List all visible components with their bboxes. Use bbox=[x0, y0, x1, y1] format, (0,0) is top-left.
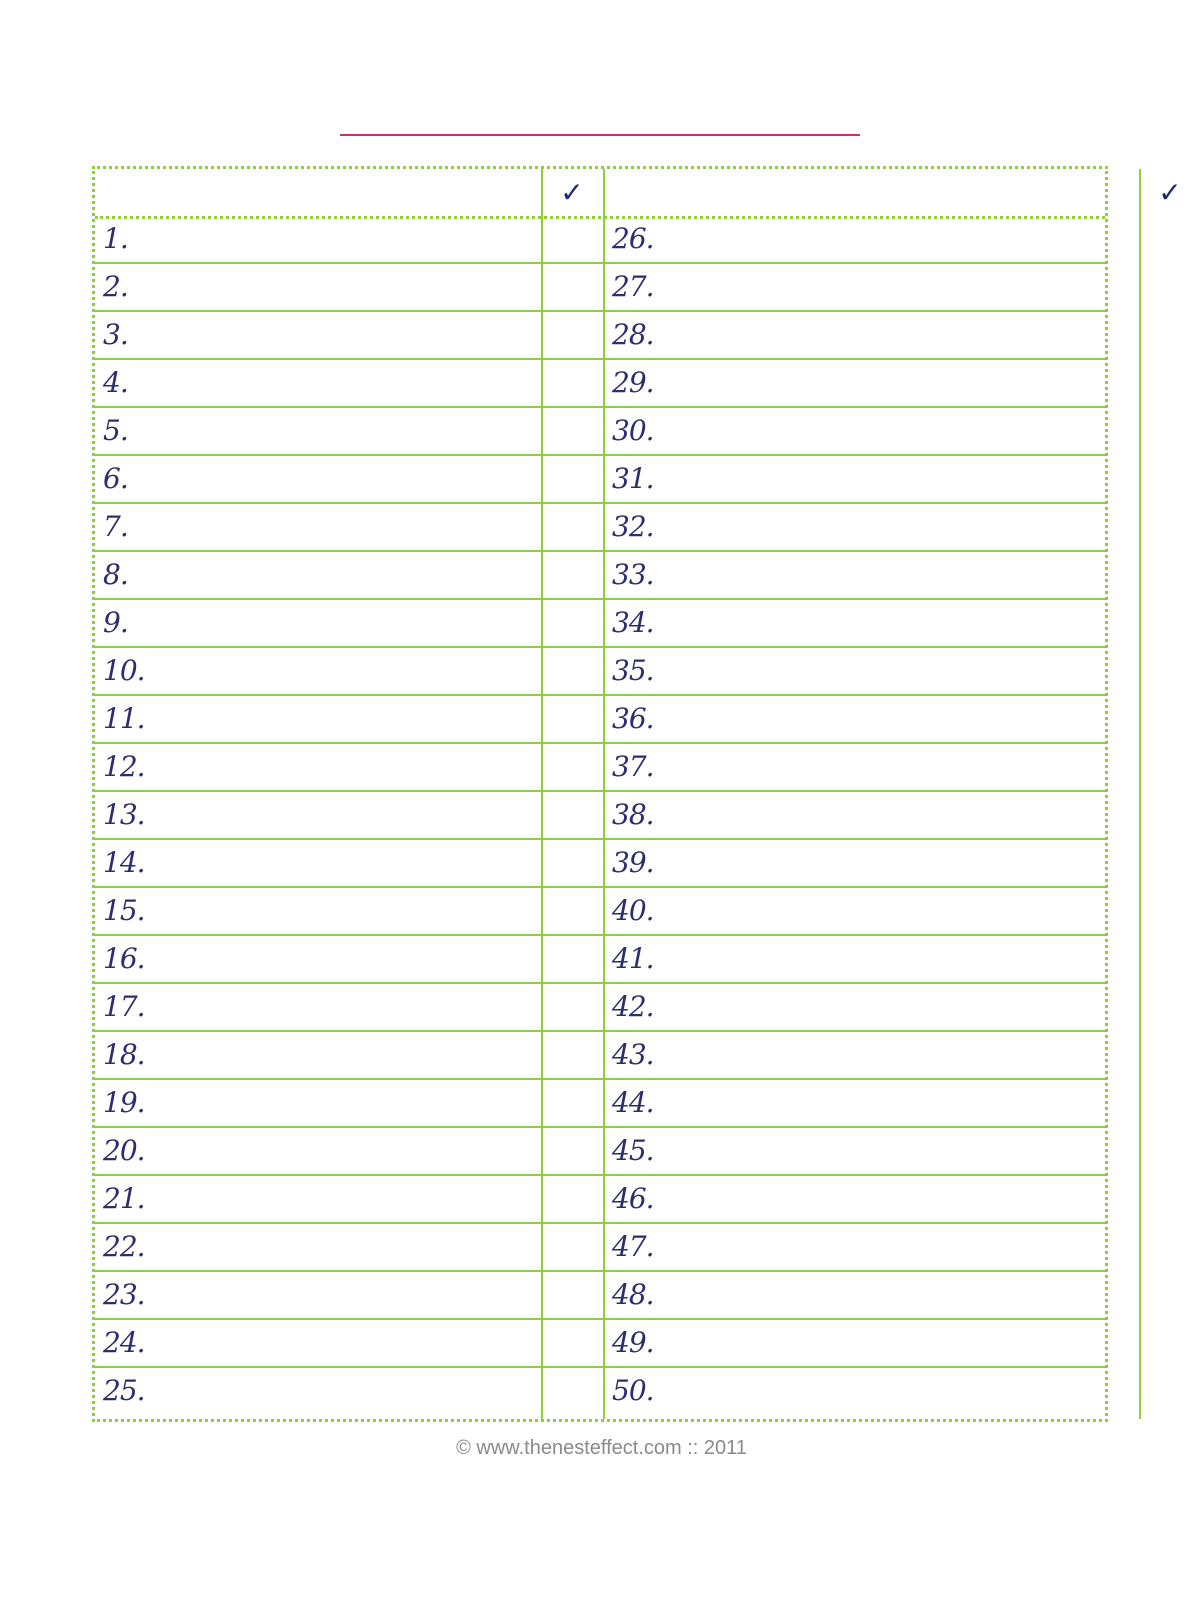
table-row bbox=[95, 600, 1105, 648]
item-number-left: 12. bbox=[103, 750, 145, 783]
table-row bbox=[95, 216, 1105, 264]
item-number-right: 31. bbox=[612, 462, 654, 495]
item-number-right: 50. bbox=[612, 1374, 654, 1407]
item-number-left: 25. bbox=[103, 1374, 145, 1407]
table-row bbox=[95, 744, 1105, 792]
table-row bbox=[95, 1272, 1105, 1320]
table-row bbox=[95, 408, 1105, 456]
item-number-left: 4. bbox=[103, 366, 128, 399]
item-number-left: 17. bbox=[103, 990, 145, 1023]
item-number-right: 44. bbox=[612, 1086, 654, 1119]
table-row bbox=[95, 888, 1105, 936]
table-row bbox=[95, 984, 1105, 1032]
item-number-left: 2. bbox=[103, 270, 128, 303]
item-number-left: 1. bbox=[103, 222, 128, 255]
check-column-header-left: ✓ bbox=[560, 176, 584, 209]
table-row bbox=[95, 1032, 1105, 1080]
table-row bbox=[95, 1080, 1105, 1128]
item-number-right: 30. bbox=[612, 414, 654, 447]
item-number-left: 16. bbox=[103, 942, 145, 975]
table-row bbox=[95, 648, 1105, 696]
table-row bbox=[95, 264, 1105, 312]
item-number-left: 8. bbox=[103, 558, 128, 591]
footer-copyright: © www.thenesteffect.com :: 2011 bbox=[456, 1437, 747, 1459]
item-number-right: 29. bbox=[612, 366, 654, 399]
item-number-left: 3. bbox=[103, 318, 128, 351]
check-column-header-right: ✓ bbox=[1158, 176, 1182, 209]
item-number-right: 26. bbox=[612, 222, 654, 255]
table-row bbox=[95, 840, 1105, 888]
item-number-right: 39. bbox=[612, 846, 654, 879]
item-number-right: 46. bbox=[612, 1182, 654, 1215]
table-row bbox=[95, 792, 1105, 840]
item-number-left: 20. bbox=[103, 1134, 145, 1167]
table-row bbox=[95, 312, 1105, 360]
item-number-right: 34. bbox=[612, 606, 654, 639]
item-number-left: 22. bbox=[103, 1230, 145, 1263]
item-number-left: 14. bbox=[103, 846, 145, 879]
item-number-right: 35. bbox=[612, 654, 654, 687]
item-number-left: 7. bbox=[103, 510, 128, 543]
item-number-right: 27. bbox=[612, 270, 654, 303]
table-row bbox=[95, 504, 1105, 552]
item-number-right: 40. bbox=[612, 894, 654, 927]
column-divider-center bbox=[603, 169, 605, 1419]
item-number-right: 49. bbox=[612, 1326, 654, 1359]
item-number-left: 24. bbox=[103, 1326, 145, 1359]
item-number-right: 36. bbox=[612, 702, 654, 735]
item-number-left: 18. bbox=[103, 1038, 145, 1071]
table-row bbox=[95, 1128, 1105, 1176]
item-number-left: 13. bbox=[103, 798, 145, 831]
table-row bbox=[95, 1176, 1105, 1224]
item-number-right: 38. bbox=[612, 798, 654, 831]
column-divider-left-check bbox=[541, 169, 543, 1419]
item-number-right: 37. bbox=[612, 750, 654, 783]
item-number-left: 11. bbox=[103, 702, 145, 735]
table-row bbox=[95, 1320, 1105, 1368]
item-number-left: 23. bbox=[103, 1278, 145, 1311]
title-line bbox=[340, 134, 860, 136]
table-row bbox=[95, 552, 1105, 600]
item-number-right: 45. bbox=[612, 1134, 654, 1167]
item-number-right: 47. bbox=[612, 1230, 654, 1263]
table-row bbox=[95, 360, 1105, 408]
table-row bbox=[95, 1224, 1105, 1272]
table-row bbox=[95, 1368, 1105, 1416]
item-number-right: 41. bbox=[612, 942, 654, 975]
item-number-left: 19. bbox=[103, 1086, 145, 1119]
item-number-left: 15. bbox=[103, 894, 145, 927]
item-number-left: 5. bbox=[103, 414, 128, 447]
item-number-right: 43. bbox=[612, 1038, 654, 1071]
table-row bbox=[95, 696, 1105, 744]
column-divider-right-check bbox=[1139, 169, 1141, 1419]
item-number-right: 28. bbox=[612, 318, 654, 351]
item-number-left: 21. bbox=[103, 1182, 145, 1215]
item-number-left: 10. bbox=[103, 654, 145, 687]
numbered-list-table bbox=[92, 166, 1182, 1422]
item-number-left: 9. bbox=[103, 606, 128, 639]
table-row bbox=[95, 936, 1105, 984]
item-number-right: 48. bbox=[612, 1278, 654, 1311]
item-number-right: 33. bbox=[612, 558, 654, 591]
table-header-row bbox=[95, 169, 1182, 219]
item-number-right: 42. bbox=[612, 990, 654, 1023]
item-number-right: 32. bbox=[612, 510, 654, 543]
table-row bbox=[95, 456, 1105, 504]
item-number-left: 6. bbox=[103, 462, 128, 495]
